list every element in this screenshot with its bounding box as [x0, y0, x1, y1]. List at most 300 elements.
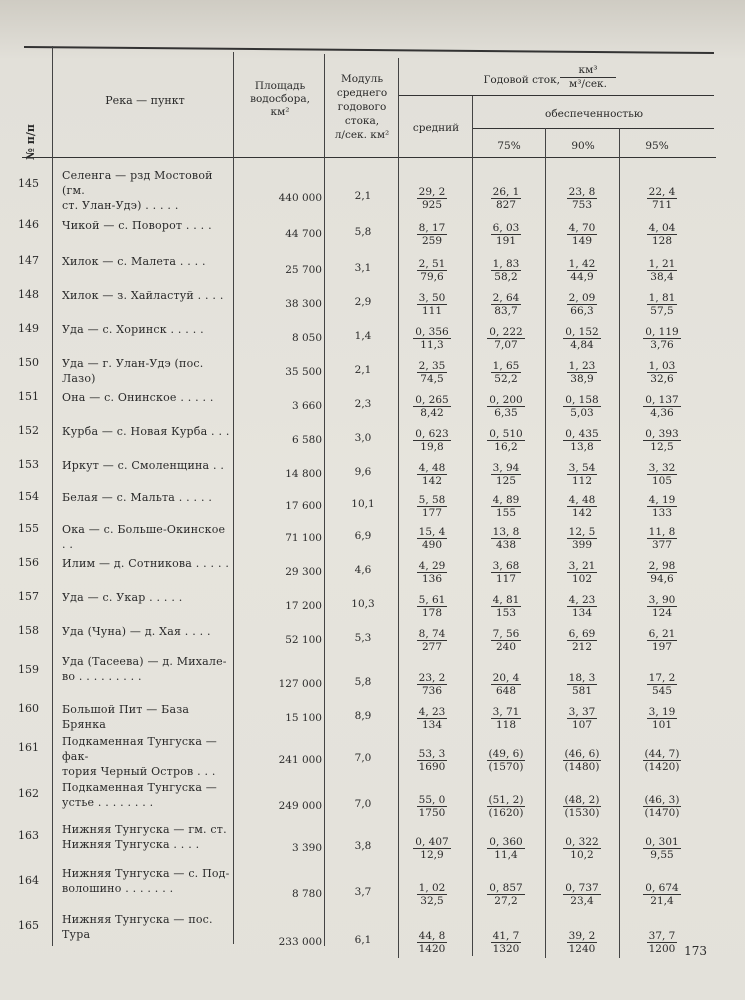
- runoff-module: 9,6: [354, 466, 372, 478]
- runoff-km3: 2, 64: [492, 292, 520, 304]
- basin-area: 6 580: [291, 434, 322, 446]
- header-river: Река — пункт: [105, 94, 185, 107]
- river-point: [62, 556, 232, 571]
- runoff-km3: 1, 03: [648, 360, 676, 372]
- river-point-line: Уда — с. Укар . . . . .: [62, 591, 183, 604]
- runoff-p95: [632, 882, 692, 907]
- runoff-module: 5,3: [354, 632, 372, 644]
- river-point: [62, 590, 232, 605]
- runoff-m3s: (1620): [488, 807, 524, 819]
- runoff-module: 6,9: [354, 530, 372, 542]
- runoff-m3s: 490: [421, 539, 443, 551]
- row-number: 156: [18, 556, 39, 569]
- basin-area: 440 000: [278, 192, 322, 204]
- runoff-m3s: 438: [495, 539, 517, 551]
- river-point-line: Большой Пит — База Брянка: [62, 703, 190, 731]
- runoff-km3: 6, 03: [492, 222, 520, 234]
- runoff-p75: [476, 672, 536, 697]
- runoff-m3s: 44,9: [570, 271, 594, 283]
- runoff-m3s: 57,5: [650, 305, 674, 317]
- table-top-rule: [24, 46, 714, 54]
- runoff-module: 2,3: [354, 398, 372, 410]
- runoff-km3: (49, 6): [488, 748, 524, 760]
- runoff-m3s: 134: [571, 607, 593, 619]
- river-point-line: Нижняя Тунгуска — гм. ст.: [62, 823, 227, 836]
- runoff-km3: 37, 7: [648, 930, 676, 942]
- runoff-p90: [552, 672, 612, 697]
- runoff-km3: 3, 54: [568, 462, 596, 474]
- runoff-m3s: 32,6: [650, 373, 674, 385]
- header-runoff: [470, 74, 560, 87]
- runoff-p90: [552, 258, 612, 283]
- runoff-mean: [402, 794, 462, 819]
- runoff-km3: 22, 4: [648, 186, 676, 198]
- runoff-km3: 4, 48: [418, 462, 446, 474]
- river-point-line: Нижняя Тунгуска . . . .: [62, 838, 200, 851]
- runoff-p90: [552, 794, 612, 819]
- runoff-module: 2,1: [354, 190, 372, 202]
- runoff-p90: [552, 748, 612, 773]
- runoff-m3s: 827: [495, 199, 517, 211]
- runoff-mean: [402, 360, 462, 385]
- basin-area: 25 700: [285, 264, 322, 276]
- runoff-km3: (51, 2): [488, 794, 524, 806]
- runoff-km3: 0, 158: [565, 394, 599, 406]
- runoff-mean: [402, 428, 462, 453]
- river-point-line: во . . . . . . . . .: [62, 670, 142, 683]
- runoff-m3s: 23,4: [570, 895, 594, 907]
- col-rule-2: [233, 52, 234, 944]
- river-point-line: Хилок — с. Малета . . . .: [62, 255, 206, 268]
- runoff-m3s: 1320: [492, 943, 520, 955]
- river-point: [62, 490, 232, 505]
- runoff-m3s: 83,7: [494, 305, 518, 317]
- runoff-m3s: 13,8: [570, 441, 594, 453]
- river-point: [62, 780, 232, 810]
- row-number: 159: [18, 663, 39, 676]
- river-point: [62, 866, 232, 896]
- runoff-p90: [552, 428, 612, 453]
- runoff-km3: 0, 393: [645, 428, 679, 440]
- runoff-km3: 4, 89: [492, 494, 520, 506]
- runoff-m3s: 58,2: [494, 271, 518, 283]
- runoff-p75: [476, 258, 536, 283]
- runoff-km3: 3, 68: [492, 560, 520, 572]
- runoff-m3s: 117: [495, 573, 517, 585]
- runoff-p90: [552, 186, 612, 211]
- runoff-km3: 55, 0: [418, 794, 446, 806]
- river-point-line: Ока — с. Больше-Окинское . .: [62, 523, 226, 551]
- runoff-km3: 0, 152: [565, 326, 599, 338]
- river-point-line: Нижняя Тунгуска — с. Под-: [62, 867, 230, 880]
- basin-area: 71 100: [285, 532, 322, 544]
- river-point-line: Подкаменная Тунгуска — фак-: [62, 735, 218, 763]
- row-number: 165: [18, 919, 39, 932]
- runoff-m3s: 191: [495, 235, 517, 247]
- runoff-m3s: 111: [421, 305, 443, 317]
- runoff-km3: 0, 857: [489, 882, 523, 894]
- runoff-mean: [402, 836, 462, 861]
- runoff-km3: 0, 265: [415, 394, 449, 406]
- runoff-m3s: 112: [571, 475, 593, 487]
- row-number: 149: [18, 322, 39, 335]
- runoff-km3: 29, 2: [418, 186, 446, 198]
- runoff-km3: 11, 8: [648, 526, 676, 538]
- header-module-line: л/сек. км²: [334, 129, 390, 141]
- runoff-km3: 4, 19: [648, 494, 676, 506]
- runoff-km3: 3, 32: [648, 462, 676, 474]
- row-number: 146: [18, 218, 39, 231]
- runoff-km3: 3, 71: [492, 706, 520, 718]
- runoff-mean: [402, 326, 462, 351]
- runoff-m3s: 711: [651, 199, 673, 211]
- runoff-m3s: 7,07: [494, 339, 518, 351]
- runoff-m3s: (1530): [564, 807, 600, 819]
- runoff-m3s: 38,9: [570, 373, 594, 385]
- river-point: [62, 458, 232, 473]
- row-number: 160: [18, 702, 39, 715]
- runoff-module: 10,1: [351, 498, 375, 510]
- col-rule-7: [619, 128, 620, 958]
- runoff-p90: [552, 836, 612, 861]
- runoff-m3s: 9,55: [650, 849, 674, 861]
- runoff-km3: 23, 2: [418, 672, 446, 684]
- runoff-p95: [632, 930, 692, 955]
- runoff-km3: 7, 56: [492, 628, 520, 640]
- row-number: 151: [18, 390, 39, 403]
- runoff-p95: [632, 628, 692, 653]
- runoff-km3: 3, 94: [492, 462, 520, 474]
- runoff-p75: [476, 706, 536, 731]
- runoff-p90: [552, 594, 612, 619]
- runoff-m3s: 753: [571, 199, 593, 211]
- river-point: [62, 356, 232, 386]
- basin-area: 8 050: [291, 332, 322, 344]
- runoff-m3s: 8,42: [420, 407, 444, 419]
- runoff-km3: 2, 51: [418, 258, 446, 270]
- header-p90: 90%: [571, 140, 595, 152]
- runoff-km3: 4, 23: [568, 594, 596, 606]
- runoff-mean: [402, 462, 462, 487]
- river-point: [62, 218, 232, 233]
- runoff-module: 3,0: [354, 432, 372, 444]
- runoff-p75: [476, 292, 536, 317]
- runoff-km3: (46, 3): [644, 794, 680, 806]
- runoff-module: 5,8: [354, 226, 372, 238]
- runoff-p75: [476, 560, 536, 585]
- runoff-m3s: 545: [651, 685, 673, 697]
- basin-area: 3 390: [291, 842, 322, 854]
- runoff-m3s: 1750: [418, 807, 446, 819]
- runoff-p95: [632, 836, 692, 861]
- runoff-m3s: 27,2: [494, 895, 518, 907]
- runoff-m3s: 38,4: [650, 271, 674, 283]
- runoff-p90: [552, 930, 612, 955]
- runoff-p95: [632, 748, 692, 773]
- runoff-m3s: 74,5: [420, 373, 444, 385]
- runoff-m3s: 212: [571, 641, 593, 653]
- runoff-km3: 12, 5: [568, 526, 596, 538]
- runoff-km3: 3, 50: [418, 292, 446, 304]
- runoff-mean: [402, 292, 462, 317]
- col-rule-4: [398, 58, 399, 958]
- runoff-m3s: 32,5: [420, 895, 444, 907]
- runoff-p75: [476, 222, 536, 247]
- river-point-line: Уда — г. Улан-Удэ (пос. Лазо): [62, 357, 204, 385]
- runoff-mean: [402, 594, 462, 619]
- runoff-p95: [632, 360, 692, 385]
- row-number: 150: [18, 356, 39, 369]
- runoff-mean: [402, 706, 462, 731]
- river-point: [62, 912, 232, 942]
- runoff-m3s: 1240: [568, 943, 596, 955]
- runoff-m3s: 4,36: [650, 407, 674, 419]
- runoff-m3s: 12,5: [650, 441, 674, 453]
- river-point-line: Чикой — с. Поворот . . . .: [62, 219, 212, 232]
- runoff-p90: [552, 222, 612, 247]
- runoff-km3: 23, 8: [568, 186, 596, 198]
- runoff-p75: [476, 326, 536, 351]
- row-number: 164: [18, 874, 39, 887]
- runoff-km3: 0, 356: [415, 326, 449, 338]
- runoff-p95: [632, 594, 692, 619]
- river-point-line: Нижняя Тунгуска — пос. Тура: [62, 913, 213, 941]
- runoff-km3: 39, 2: [568, 930, 596, 942]
- header-p95: 95%: [645, 140, 669, 152]
- runoff-p75: [476, 428, 536, 453]
- basin-area: 3 660: [291, 400, 322, 412]
- river-point: [62, 168, 232, 213]
- river-point-line: Хилок — з. Хайластуй . . . .: [62, 289, 224, 302]
- runoff-m3s: 377: [651, 539, 673, 551]
- runoff-p90: [552, 560, 612, 585]
- header-units-bottom: м³/сек.: [569, 78, 607, 90]
- runoff-mean: [402, 882, 462, 907]
- header-module-line: среднего: [336, 87, 388, 99]
- runoff-km3: 0, 322: [565, 836, 599, 848]
- page-number: 173: [684, 944, 707, 958]
- runoff-mean: [402, 258, 462, 283]
- basin-area: 52 100: [285, 634, 322, 646]
- header-runoff-label: Годовой сток,: [483, 74, 560, 86]
- runoff-module: 10,3: [351, 598, 375, 610]
- row-number: 145: [18, 177, 39, 190]
- runoff-p95: [632, 292, 692, 317]
- runoff-km3: 1, 02: [418, 882, 446, 894]
- basin-area: 44 700: [285, 228, 322, 240]
- runoff-mean: [402, 394, 462, 419]
- runoff-km3: 0, 360: [489, 836, 523, 848]
- river-point-line: Она — с. Онинское . . . . .: [62, 391, 214, 404]
- runoff-km3: 1, 42: [568, 258, 596, 270]
- runoff-mean: [402, 930, 462, 955]
- runoff-m3s: 736: [421, 685, 443, 697]
- runoff-p90: [552, 882, 612, 907]
- runoff-m3s: 128: [651, 235, 673, 247]
- runoff-km3: 53, 3: [418, 748, 446, 760]
- runoff-km3: 4, 04: [648, 222, 676, 234]
- runoff-km3: 3, 90: [648, 594, 676, 606]
- runoff-km3: 0, 510: [489, 428, 523, 440]
- runoff-m3s: 178: [421, 607, 443, 619]
- runoff-p75: [476, 186, 536, 211]
- runoff-p90: [552, 394, 612, 419]
- runoff-p75: [476, 394, 536, 419]
- runoff-km3: 8, 17: [418, 222, 446, 234]
- runoff-m3s: (1420): [644, 761, 680, 773]
- runoff-km3: 2, 35: [418, 360, 446, 372]
- runoff-km3: 4, 70: [568, 222, 596, 234]
- runoff-m3s: 142: [421, 475, 443, 487]
- row-number: 157: [18, 590, 39, 603]
- col-rule-3: [324, 54, 325, 946]
- river-point: [62, 734, 232, 779]
- header-module-line: Модуль: [340, 73, 384, 85]
- river-point: [62, 624, 232, 639]
- runoff-km3: 15, 4: [418, 526, 446, 538]
- runoff-p95: [632, 326, 692, 351]
- col-rule-1: [52, 46, 53, 946]
- runoff-module: 7,0: [354, 752, 372, 764]
- runoff-p95: [632, 222, 692, 247]
- river-point: [62, 390, 232, 405]
- runoff-p95: [632, 560, 692, 585]
- basin-area: 17 600: [285, 500, 322, 512]
- runoff-mean: [402, 222, 462, 247]
- basin-area: 14 800: [285, 468, 322, 480]
- runoff-m3s: 125: [495, 475, 517, 487]
- header-runoff-units: [560, 64, 616, 91]
- runoff-km3: 1, 81: [648, 292, 676, 304]
- basin-area: 38 300: [285, 298, 322, 310]
- row-number: 162: [18, 787, 39, 800]
- runoff-p95: [632, 258, 692, 283]
- runoff-km3: 13, 8: [492, 526, 520, 538]
- runoff-km3: 2, 98: [648, 560, 676, 572]
- runoff-module: 4,6: [354, 564, 372, 576]
- runoff-module: 2,9: [354, 296, 372, 308]
- runoff-p75: [476, 930, 536, 955]
- runoff-km3: 0, 222: [489, 326, 523, 338]
- header-provision: обеспеченностью: [545, 108, 643, 120]
- runoff-m3s: 240: [495, 641, 517, 653]
- runoff-km3: 44, 8: [418, 930, 446, 942]
- runoff-km3: 4, 23: [418, 706, 446, 718]
- runoff-km3: 0, 200: [489, 394, 523, 406]
- runoff-p75: [476, 794, 536, 819]
- runoff-m3s: 94,6: [650, 573, 674, 585]
- runoff-m3s: 107: [571, 719, 593, 731]
- runoff-module: 2,1: [354, 364, 372, 376]
- runoff-m3s: 11,3: [420, 339, 444, 351]
- runoff-m3s: 4,84: [570, 339, 594, 351]
- runoff-m3s: 259: [421, 235, 443, 247]
- runoff-m3s: (1470): [644, 807, 680, 819]
- runoff-km3: (48, 2): [564, 794, 600, 806]
- basin-area: 8 780: [291, 888, 322, 900]
- runoff-km3: 18, 3: [568, 672, 596, 684]
- row-number: 147: [18, 254, 39, 267]
- runoff-m3s: 1420: [418, 943, 446, 955]
- runoff-p95: [632, 794, 692, 819]
- river-point-line: Уда (Чуна) — д. Хая . . . .: [62, 625, 211, 638]
- runoff-subheader-rule: [398, 95, 714, 96]
- runoff-m3s: 101: [651, 719, 673, 731]
- runoff-m3s: 3,76: [650, 339, 674, 351]
- runoff-km3: 0, 674: [645, 882, 679, 894]
- runoff-module: 3,8: [354, 840, 372, 852]
- runoff-m3s: (1570): [488, 761, 524, 773]
- runoff-m3s: 102: [571, 573, 593, 585]
- runoff-km3: 1, 21: [648, 258, 676, 270]
- header-area: [238, 80, 322, 119]
- row-number: 148: [18, 288, 39, 301]
- runoff-m3s: 1690: [418, 761, 446, 773]
- river-point-line: Курба — с. Новая Курба . . .: [62, 425, 230, 438]
- basin-area: 127 000: [278, 678, 322, 690]
- runoff-m3s: 6,35: [494, 407, 518, 419]
- header-area-line: км²: [270, 106, 290, 118]
- runoff-km3: 4, 48: [568, 494, 596, 506]
- runoff-m3s: (1480): [564, 761, 600, 773]
- runoff-p90: [552, 462, 612, 487]
- runoff-km3: (46, 6): [564, 748, 600, 760]
- header-units-top: км³: [560, 64, 616, 78]
- runoff-km3: 6, 21: [648, 628, 676, 640]
- river-point: [62, 654, 232, 684]
- runoff-mean: [402, 628, 462, 653]
- runoff-m3s: 149: [571, 235, 593, 247]
- runoff-m3s: 142: [571, 507, 593, 519]
- river-point-line: Подкаменная Тунгуска —: [62, 781, 218, 794]
- row-number: 153: [18, 458, 39, 471]
- runoff-km3: 26, 1: [492, 186, 520, 198]
- runoff-m3s: 19,8: [420, 441, 444, 453]
- runoff-m3s: 124: [651, 607, 673, 619]
- runoff-p90: [552, 326, 612, 351]
- runoff-km3: 41, 7: [492, 930, 520, 942]
- runoff-m3s: 21,4: [650, 895, 674, 907]
- runoff-m3s: 925: [421, 199, 443, 211]
- runoff-p90: [552, 706, 612, 731]
- runoff-p95: [632, 186, 692, 211]
- river-point-line: Иркут — с. Смоленщина . .: [62, 459, 225, 472]
- runoff-km3: 0, 407: [415, 836, 449, 848]
- header-p75: 75%: [497, 140, 521, 152]
- runoff-mean: [402, 748, 462, 773]
- basin-area: 233 000: [278, 936, 322, 948]
- runoff-p90: [552, 526, 612, 551]
- runoff-m3s: 153: [495, 607, 517, 619]
- river-point: [62, 322, 232, 337]
- runoff-km3: 0, 301: [645, 836, 679, 848]
- runoff-km3: 0, 137: [645, 394, 679, 406]
- runoff-m3s: 277: [421, 641, 443, 653]
- runoff-km3: 2, 09: [568, 292, 596, 304]
- runoff-km3: 20, 4: [492, 672, 520, 684]
- runoff-p90: [552, 292, 612, 317]
- runoff-p75: [476, 360, 536, 385]
- runoff-p75: [476, 462, 536, 487]
- runoff-p75: [476, 594, 536, 619]
- runoff-module: 1,4: [354, 330, 372, 342]
- row-number: 155: [18, 522, 39, 535]
- runoff-km3: 8, 74: [418, 628, 446, 640]
- runoff-m3s: 105: [651, 475, 673, 487]
- runoff-p75: [476, 628, 536, 653]
- runoff-m3s: 79,6: [420, 271, 444, 283]
- runoff-m3s: 133: [651, 507, 673, 519]
